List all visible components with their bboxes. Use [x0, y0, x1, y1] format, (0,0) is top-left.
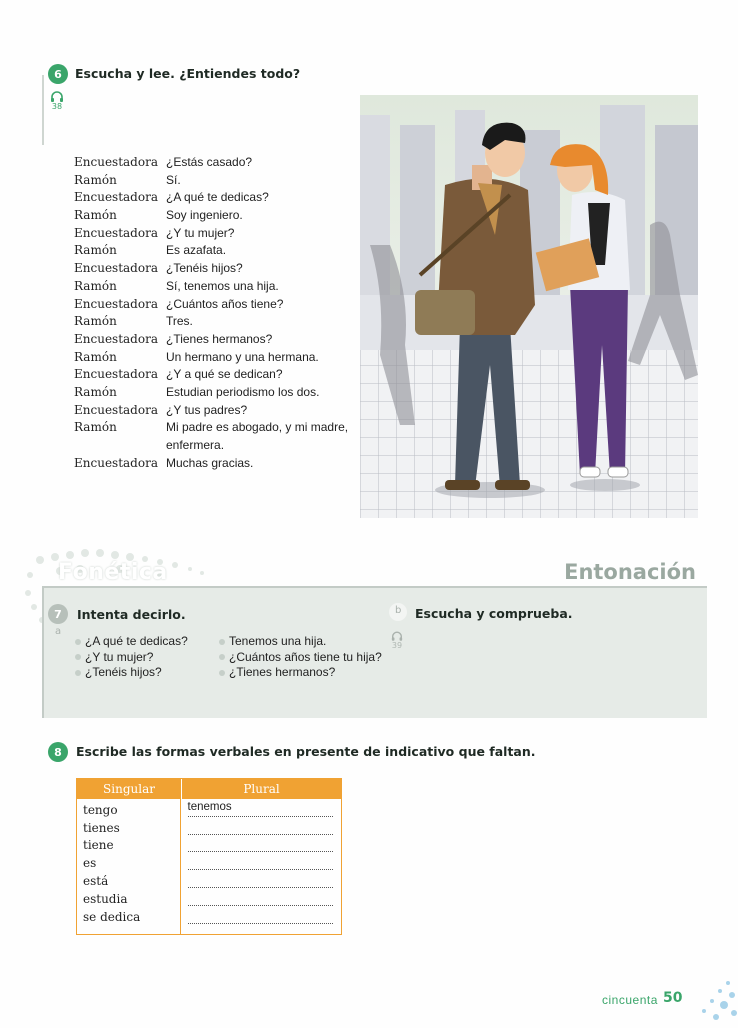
dialogue-line: ¿Y tus padres?: [166, 402, 248, 417]
exercise-7b-instruction: Escucha y comprueba.: [415, 606, 573, 621]
dialogue-line: Soy ingeniero.: [166, 208, 243, 223]
dialogue-speaker: Encuestadora: [74, 402, 158, 417]
dialogue-line: Es azafata.: [166, 243, 227, 258]
table-row: [77, 799, 341, 817]
dialogue-row: [74, 384, 366, 402]
dialogue-line: enfermera.: [166, 438, 225, 452]
table-row: [77, 835, 341, 853]
singular-cell: está: [83, 873, 109, 888]
dialogue-speaker: Ramón: [74, 172, 117, 187]
dialogue-row: [74, 278, 366, 296]
dialogue-row: [74, 225, 366, 243]
track-38: 38: [51, 102, 63, 111]
illustration-survey: [360, 95, 698, 518]
plural-cell[interactable]: [182, 852, 342, 870]
dialogue-line: Sí, tenemos una hija.: [166, 278, 279, 293]
dialogue-line: ¿Estás casado?: [166, 155, 253, 169]
dialogue-speaker: Encuestadora: [74, 367, 158, 382]
phrases-column-1: [75, 634, 188, 681]
page-number: 50: [663, 990, 683, 1006]
dialogue-speaker: Ramón: [74, 208, 117, 223]
phrase-text: ¿Tenéis hijos?: [85, 665, 162, 679]
exercise-7a-instruction: Intenta decirlo.: [77, 607, 186, 622]
singular-cell: tengo: [83, 802, 118, 817]
table-row: [77, 906, 341, 924]
margin-line: [42, 75, 44, 145]
dialogue-line: ¿Cuántos años tiene?: [166, 296, 284, 311]
plural-answer-line[interactable]: [188, 854, 334, 870]
dialogue-row: [74, 313, 366, 331]
dialogue-line: Un hermano y una hermana.: [166, 349, 319, 364]
dialogue-row: [74, 242, 366, 260]
verb-table: [76, 778, 342, 935]
plural-answer-line[interactable]: [188, 836, 334, 852]
phrase-text: ¿A qué te dedicas?: [85, 634, 188, 648]
plural-answer-line[interactable]: [188, 819, 334, 835]
dialogue-line: Muchas gracias.: [166, 455, 254, 470]
dialogue-speaker: Ramón: [74, 420, 117, 435]
dialogue-line: Tres.: [166, 314, 193, 329]
phrase-item: [75, 634, 188, 650]
footer-dots-decoration: [690, 975, 738, 1024]
table-row: [77, 817, 341, 835]
dialogue-line: ¿A qué te dedicas?: [166, 190, 269, 205]
table-row: [77, 870, 341, 888]
bullet-dot-icon: [219, 670, 225, 676]
exercise-8-instruction: Escribe las formas verbales en presente de indicativo que faltan.: [76, 744, 536, 759]
dialogue-speaker: Ramón: [74, 243, 117, 258]
track-39: 39: [391, 641, 403, 650]
dialogue-row: [74, 349, 366, 367]
plural-cell[interactable]: [182, 888, 342, 906]
exercise-7a-label: a: [55, 626, 62, 637]
dialogue-speaker: Ramón: [74, 314, 117, 329]
table-row: [77, 888, 341, 906]
phrase-item: [75, 665, 188, 681]
singular-cell: tienes: [83, 820, 120, 835]
entonacion-title: Entonación: [564, 560, 696, 584]
plural-cell[interactable]: [182, 817, 342, 835]
dialogue-line: Mi padre es abogado, y mi madre,: [166, 420, 349, 435]
dialogue-row: [74, 437, 366, 455]
exercise-6-badge: 6: [48, 64, 68, 84]
dialogue-row: [74, 207, 366, 225]
plural-answer-line[interactable]: tenemos: [188, 801, 334, 817]
plural-cell[interactable]: [182, 906, 342, 924]
exercise-8-badge: 8: [48, 742, 68, 762]
dialogue-row: [74, 154, 366, 172]
dialogue-row: [74, 331, 366, 349]
singular-cell: se dedica: [83, 909, 141, 924]
dialogue-speaker: Ramón: [74, 278, 117, 293]
table-row: [77, 852, 341, 870]
bullet-dot-icon: [219, 654, 225, 660]
phrase-item: [219, 634, 382, 650]
header-singular: Singular: [77, 779, 182, 799]
dialogue-line: ¿Y tu mujer?: [166, 225, 235, 240]
dialogue-speaker: Encuestadora: [74, 455, 158, 470]
plural-answer-line[interactable]: [188, 908, 334, 924]
singular-cell: es: [83, 856, 97, 871]
dialogue-row: [74, 189, 366, 207]
phrases-column-2: [219, 634, 382, 681]
exercise-6-instruction: Escucha y lee. ¿Entiendes todo?: [75, 66, 301, 81]
bullet-dot-icon: [75, 654, 81, 660]
dialogue-row: [74, 296, 366, 314]
bullet-dot-icon: [75, 639, 81, 645]
bullet-dot-icon: [219, 639, 225, 645]
plural-answer-line[interactable]: [188, 890, 334, 906]
phrase-item: [75, 650, 188, 666]
dialogue-row: [74, 172, 366, 190]
dialogue-speaker: Encuestadora: [74, 261, 158, 276]
dialogue-speaker: Encuestadora: [74, 296, 158, 311]
singular-cell: estudia: [83, 891, 128, 906]
dialogue-line: Sí.: [166, 172, 181, 187]
dialogue-row: [74, 419, 366, 437]
dialogue-row: [74, 260, 366, 278]
page-word: cincuenta: [602, 993, 658, 1007]
dialogue-speaker: Ramón: [74, 349, 117, 364]
phrase-item: [219, 650, 382, 666]
dialogue-speaker: Encuestadora: [74, 225, 158, 240]
header-plural: Plural: [182, 779, 342, 799]
dialogue-row: [74, 455, 366, 473]
dialogue-line: ¿Tenéis hijos?: [166, 261, 243, 276]
dialogue-line: ¿Y a qué se dedican?: [166, 367, 283, 382]
phrase-text: ¿Cuántos años tiene tu hija?: [229, 649, 382, 664]
dialogue-line: Estudian periodismo los dos.: [166, 384, 320, 399]
plural-answer-line[interactable]: [188, 872, 334, 888]
phrase-item: [219, 665, 382, 681]
phrase-text: Tenemos una hija.: [229, 634, 327, 648]
exercise-7-badge: 7: [48, 604, 68, 624]
exercise-7b-label: b: [395, 605, 402, 616]
dialogue-row: [74, 366, 366, 384]
plural-cell[interactable]: [182, 835, 342, 853]
dialogue-speaker: Encuestadora: [74, 331, 158, 346]
dialogue: [74, 154, 366, 472]
fonetica-label: Fonética: [58, 560, 168, 585]
bullet-dot-icon: [75, 670, 81, 676]
dialogue-line: ¿Tienes hermanos?: [166, 331, 273, 346]
dialogue-speaker: Ramón: [74, 384, 117, 399]
phrase-text: ¿Y tu mujer?: [85, 649, 154, 664]
dialogue-speaker: [74, 437, 166, 455]
table-divider: [180, 799, 181, 934]
dialogue-speaker: Encuestadora: [74, 190, 158, 205]
singular-cell: tiene: [83, 838, 114, 853]
dialogue-row: [74, 402, 366, 420]
dialogue-speaker: Encuestadora: [74, 155, 158, 169]
plural-cell[interactable]: [182, 870, 342, 888]
plural-cell[interactable]: [182, 799, 342, 817]
phrase-text: ¿Tienes hermanos?: [229, 665, 336, 679]
